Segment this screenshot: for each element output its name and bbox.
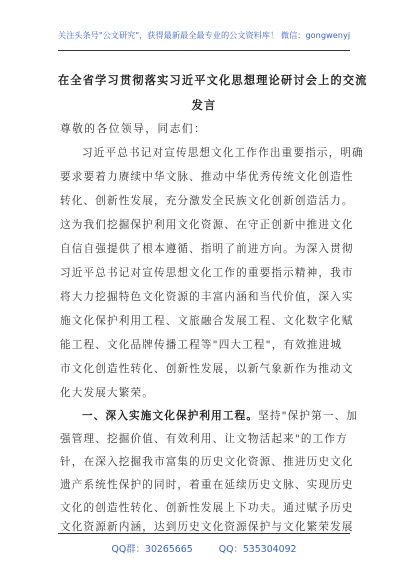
body-line: 针，在深入挖掘我市富集的历史文化资源、推进历史文化 [60,456,354,468]
body-line: 习近平总书记对宣传思想文化工作作出重要指示，明确 [82,147,364,159]
footer-qq-group: QQ群：30265665 [111,544,193,555]
document-title-line-2: 发言 [191,98,217,112]
body-line: 自信自强提供了根本遵循、指明了前进方向。为深入贯彻 [60,243,354,255]
body-line: 能工程、文化品牌传播工程等"四大工程"，有效推进城 [60,339,343,351]
body-line: 习近平总书记对宣传思想文化工作的重要指示精神，我市 [60,267,354,279]
body-line: 遗产系统性保护的同时，着重在延续历史文脉、实现历史 [60,479,354,491]
footer [0,541,408,555]
section-1-heading: 一、深入实施文化保护利用工程。 [82,410,259,422]
body-line: 文化的创造性转化、创新性发展上下功夫。通过赋予历史 [60,502,354,514]
body-line: 施文化保护利用工程、文旅融合发展工程、文化数字化赋 [60,315,354,327]
footer-rule [58,533,350,534]
body-line: 这为我们挖掘保护利用文化资源、在守正创新中推进文化 [60,219,354,231]
section-1-first-line-text: 坚持"保护第一、加 [258,410,359,422]
section-1-first-line [82,408,359,423]
body-line: 市文化创造性转化、创新性发展，以新气象新作为推动文 [60,363,354,375]
footer-qq: QQ：535304092 [218,544,297,555]
header-note: 关注头条号"公文研究"，获得最新最全最专业的公文资料库！ 微信：gongwenyj [57,30,351,40]
body-line: 强管理、挖掘价值、有效利用、让文物活起来"的工作方 [60,433,348,445]
body-line: 要求要着力赓续中华文脉、推动中华优秀传统文化创造性 [60,171,354,183]
body-line: 化大发展大繁荣。 [60,387,154,399]
document-title-line-1: 在全省学习贯彻落实习近平文化思想理论研讨会上的交流 [58,73,368,87]
salutation: 尊敬的各位领导，同志们： [60,123,207,135]
body-line: 文化资源新内涵，达到历史文化资源保护与文化繁荣发展 [60,521,354,533]
body-line: 将大力挖掘特色文化资源的丰富内涵和当代价值，深入实 [60,291,354,303]
body-line: 转化、创新性发展，充分激发全民族文化创新创造活力。 [60,195,354,207]
header-rule [58,50,350,51]
